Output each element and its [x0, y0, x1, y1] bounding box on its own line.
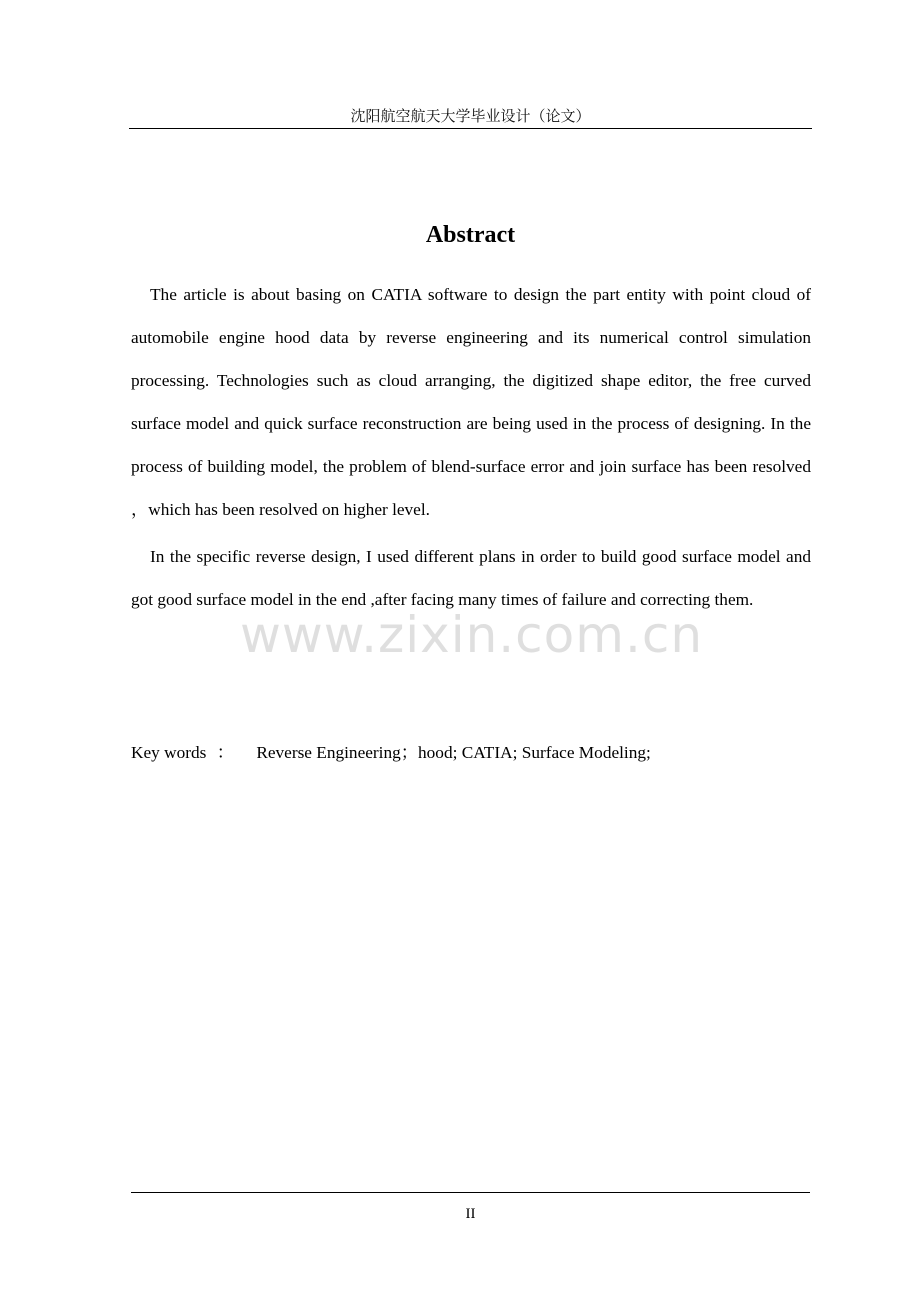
abstract-paragraph-1: The article is about basing on CATIA software to design the part entity with point cloud of automobile engine hood data by reverse engineering and its numerical control simulation processing. Technologies such as cloud arranging, the digitized shape editor, the free curved surface model and quick surface reconstruction are being used in the process of designing. In the process of building model, the problem of blend-surface error and join surface has been resolved ，which has been resolved on higher level.: [131, 285, 811, 519]
footer-divider: [131, 1192, 810, 1193]
header-divider: [129, 128, 812, 129]
watermark: www.zixin.com.cn: [240, 606, 704, 664]
page-number: II: [465, 1206, 476, 1222]
abstract-paragraph-2: In the specific reverse design, I used different plans in order to build good surface model and got good surface model in the end ,after facing many times of failure and correcting them.: [131, 547, 811, 609]
page-header: 沈阳航空航天大学毕业设计（论文）: [350, 107, 591, 125]
abstract-title: Abstract: [425, 222, 516, 248]
keywords-value: Reverse Engineering；hood; CATIA; Surface Modeling;: [256, 743, 651, 762]
keywords-separator: ：: [216, 743, 234, 762]
keywords-label: Key words: [131, 743, 207, 762]
keywords-line: [131, 740, 811, 766]
